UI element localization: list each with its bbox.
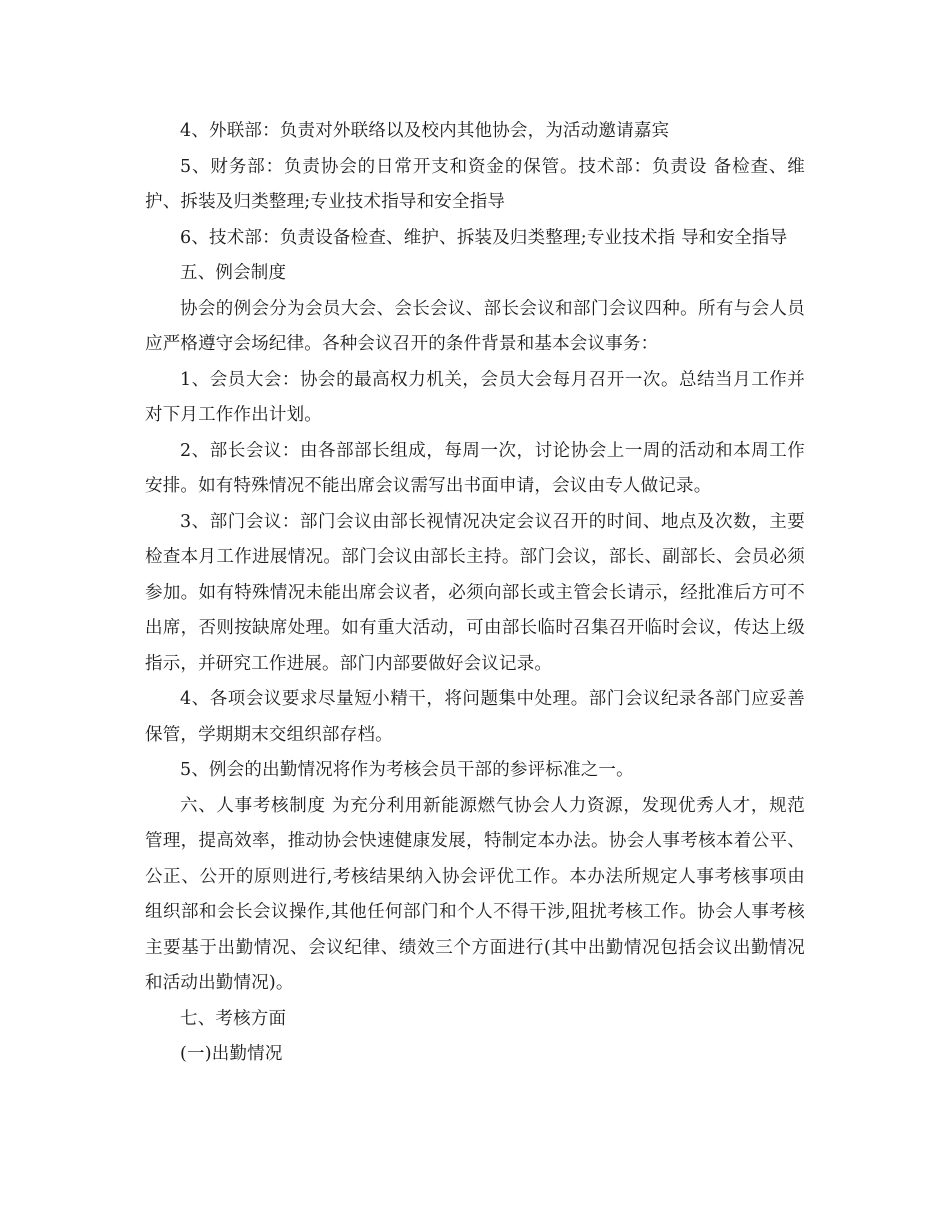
paragraph-member-assembly: 1、会员大会：协会的最高权力机关，会员大会每月召开一次。总结当月工作并对下月工作作出计划。: [145, 369, 805, 425]
paragraph-outreach-dept: 4、外联部：负责对外联络以及校内其他协会，为活动邀请嘉宾: [180, 121, 670, 141]
paragraph-finance-dept: 5、财务部：负责协会的日常开支和资金的保管。技术部：负责设 备检查、维护、拆装及归类整理;专业技术指导和安全指导: [145, 156, 805, 212]
paragraph-department-meeting: 3、部门会议：部门会议由部长视情况决定会议召开的时间、地点及次数，主要检查本月工作进展情况。部门会议由部长主持。部门会议，部长、副部长、会员必须参加。如有特殊情况未能出席会议者，必须向部长或主管会长请示，经批准后方可不出席，否则按缺席处理。如有重大活动，可由部长临时召集召开临时会议，传达上级指示，并研究工作进展。部门内部要做好会议记录。: [145, 511, 805, 674]
heading-attendance: (一)出勤情况: [180, 1044, 283, 1064]
paragraph-meeting-requirements: 4、各项会议要求尽量短小精干，将问题集中处理。部门会议纪录各部门应妥善保管，学期期末交组织部存档。: [145, 689, 805, 745]
paragraph-meeting-intro: 协会的例会分为会员大会、会长会议、部长会议和部门会议四种。所有与会人员应严格遵守会场纪律。各种会议召开的条件背景和基本会议事务：: [145, 298, 805, 354]
paragraph-tech-dept: 6、技术部：负责设备检查、维护、拆装及归类整理;专业技术指 导和安全指导: [180, 227, 788, 248]
heading-assessment-aspects: 七、考核方面: [180, 1008, 287, 1029]
paragraph-personnel-assessment: 六、人事考核制度 为充分利用新能源燃气协会人力资源，发现优秀人才，规范管理，提高效率，推动协会快速健康发展，特制定本办法。协会人事考核本着公平、公正、公开的原则进行,考核结果纳入协会评优工作。本办法所规定人事考核事项由组织部和会长会议操作,其他任何部门和个人不得干涉,阻扰考核工作。协会人事考核主要基于出勤情况、会议纪律、绩效三个方面进行(其中出勤情况包括会议出勤情况和活动出勤情况)。: [145, 795, 805, 993]
paragraph-minister-meeting: 2、部长会议：由各部部长组成，每周一次，讨论协会上一周的活动和本周工作安排。如有特殊情况不能出席会议需写出书面申请，会议由专人做记录。: [145, 440, 805, 496]
heading-meeting-system: 五、例会制度: [180, 263, 287, 283]
paragraph-attendance-criteria: 5、例会的出勤情况将作为考核会员干部的参评标准之一。: [180, 760, 634, 780]
document-page: [145, 114, 805, 1073]
